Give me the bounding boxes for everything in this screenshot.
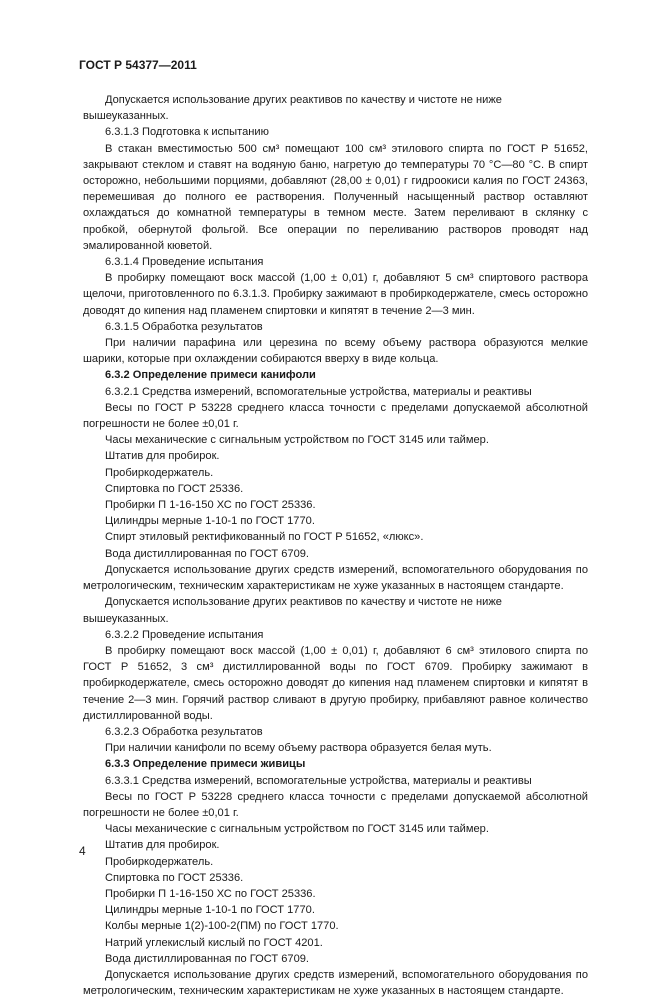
- paragraph: Вода дистиллированная по ГОСТ 6709.: [105, 547, 310, 560]
- page-header: ГОСТ Р 54377—2011: [79, 58, 197, 72]
- paragraph: Штатив для пробирок.: [105, 450, 220, 463]
- paragraph: Допускается использование других реактивов по качеству и чистоте не ниже вышеуказанных.: [83, 94, 502, 123]
- paragraph: Пробиркодержатель.: [105, 855, 214, 868]
- paragraph: Допускается использование других реактивов по качеству и чистоте не ниже вышеуказанных.: [83, 596, 502, 625]
- section-heading: 6.3.3 Определение примеси живицы: [105, 758, 306, 771]
- document-body: [83, 92, 588, 999]
- paragraph: В стакан вместимостью 500 см³ помещают 100 см³ этилового спирта по ГОСТ Р 51652, закрывают стеклом и ставят на водяную баню, нагретую до температуры 70 °С—80 °С. В спирт осторожно, небольшими порциями, добавляют (28,00 ± 0,01) г гидроокиси калия по ГОСТ 24363, перемешивая до полного ее растворения. Полученный насыщенный раствор оставляют охлаждаться до комнатной температуры в темном месте. Затем переливают в склянку с пробкой, обернутой фольгой. Все операции по переливанию растворов проводят над эмалированной кюветой.: [83, 142, 588, 252]
- paragraph: Пробиркодержатель.: [105, 466, 214, 479]
- paragraph: 6.3.1.5 Обработка результатов: [105, 320, 263, 333]
- paragraph: Спиртовка по ГОСТ 25336.: [105, 871, 244, 884]
- paragraph: Колбы мерные 1(2)-100-2(ПМ) по ГОСТ 1770.: [105, 920, 339, 933]
- paragraph: В пробирку помещают воск массой (1,00 ± 0,01) г, добавляют 5 см³ спиртового раствора щелочи, приготовленного по 6.3.1.3. Пробирку зажимают в пробиркодержателе, смесь осторожно доводят до кипения над пламенем спиртовки и кипятят в течение 2—3 мин.: [83, 272, 588, 317]
- paragraph: Часы механические с сигнальным устройством по ГОСТ 3145 или таймер.: [105, 823, 489, 836]
- paragraph: Спирт этиловый ректификованный по ГОСТ Р 51652, «люкс».: [105, 531, 424, 544]
- paragraph: Допускается использование других средств измерений, вспомогательного оборудования по метрологическим, техническим характеристикам не хуже указанных в настоящем стандарте.: [83, 968, 588, 998]
- paragraph: Пробирки П 1-16-150 ХС по ГОСТ 25336.: [105, 499, 316, 512]
- paragraph: Штатив для пробирок.: [105, 839, 220, 852]
- paragraph: 6.3.1.3 Подготовка к испытанию: [105, 126, 269, 139]
- paragraph: 6.3.3.1 Средства измерений, вспомогательные устройства, материалы и реактивы: [105, 774, 532, 787]
- paragraph: Спиртовка по ГОСТ 25336.: [105, 482, 244, 495]
- paragraph: Натрий углекислый кислый по ГОСТ 4201.: [105, 936, 323, 949]
- paragraph: В пробирку помещают воск массой (1,00 ± 0,01) г, добавляют 6 см³ этилового спирта по ГОСТ Р 51652, 3 см³ дистиллированной воды по ГОСТ 6709. Пробирку зажимают в пробиркодержателе, смесь осторожно доводят до кипения над пламенем спиртовки и кипятят в течение 2—3 мин. Горячий раствор сливают в другую пробирку, прибавляют равное количество дистиллированной воды.: [83, 644, 588, 722]
- paragraph: Часы механические с сигнальным устройством по ГОСТ 3145 или таймер.: [105, 434, 489, 447]
- paragraph: Цилиндры мерные 1-10-1 по ГОСТ 1770.: [105, 515, 315, 528]
- paragraph: 6.3.2.2 Проведение испытания: [105, 628, 264, 641]
- section-heading: 6.3.2 Определение примеси канифоли: [105, 369, 316, 382]
- paragraph: 6.3.2.3 Обработка результатов: [105, 725, 263, 738]
- paragraph: Допускается использование других средств измерений, вспомогательного оборудования по метрологическим, техническим характеристикам не хуже указанных в настоящем стандарте.: [83, 563, 588, 593]
- paragraph: Пробирки П 1-16-150 ХС по ГОСТ 25336.: [105, 887, 316, 900]
- paragraph: Весы по ГОСТ Р 53228 среднего класса точности с пределами допускаемой абсолютной погрешности не более ±0,01 г.: [83, 790, 588, 819]
- paragraph: Вода дистиллированная по ГОСТ 6709.: [105, 952, 310, 965]
- paragraph: 6.3.1.4 Проведение испытания: [105, 256, 264, 269]
- paragraph: Весы по ГОСТ Р 53228 среднего класса точности с пределами допускаемой абсолютной погрешности не более ±0,01 г.: [83, 401, 588, 431]
- paragraph: Цилиндры мерные 1-10-1 по ГОСТ 1770.: [105, 904, 315, 917]
- page-number: 4: [79, 844, 86, 858]
- paragraph: При наличии парафина или церезина по всему объему раствора образуются мелкие шарики, которые при охлаждении собираются вверху в виде кольца.: [83, 337, 588, 366]
- paragraph: При наличии канифоли по всему объему раствора образуется белая муть.: [105, 742, 492, 755]
- paragraph: 6.3.2.1 Средства измерений, вспомогательные устройства, материалы и реактивы: [105, 385, 532, 398]
